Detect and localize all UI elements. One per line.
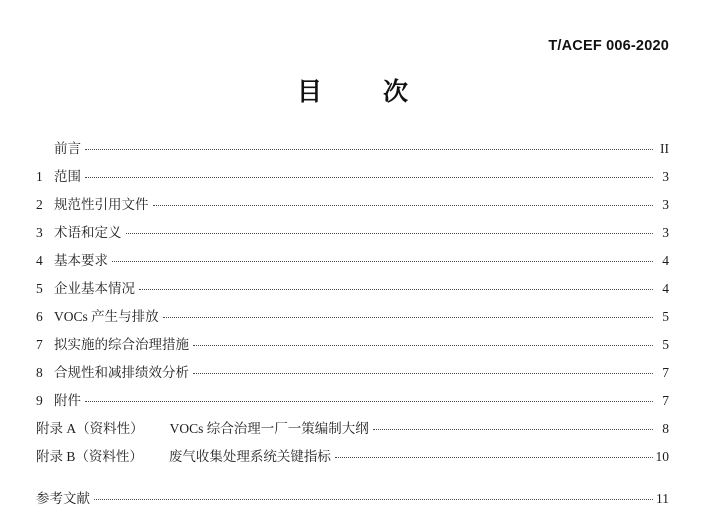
toc-entry[interactable] xyxy=(36,226,669,254)
toc-annex-label: 附录 A（资料性） xyxy=(36,421,144,436)
toc-annex-title: 废气收集处理系统关键指标 xyxy=(168,449,331,464)
toc-leader-dots xyxy=(335,457,653,458)
toc-leader-dots xyxy=(126,233,654,234)
toc-entry-number: 3 xyxy=(36,225,43,240)
toc-entry-page: 3 xyxy=(662,197,669,212)
toc-entry-label: VOCs 产生与排放 xyxy=(54,309,159,324)
toc-leader-dots xyxy=(94,499,653,500)
toc-entry-number: 6 xyxy=(36,309,43,324)
toc-leader-dots xyxy=(85,177,653,178)
toc-entry-label: 前言 xyxy=(54,141,81,156)
toc-entry-label: 术语和定义 xyxy=(54,225,122,240)
toc-entry-page: 4 xyxy=(662,253,669,268)
toc-entry-annex[interactable] xyxy=(36,450,669,478)
toc-leader-dots xyxy=(373,429,653,430)
toc-leader-dots xyxy=(139,289,653,290)
toc-entry-label: 规范性引用文件 xyxy=(54,197,149,212)
toc-annex-label: 附录 B（资料性） xyxy=(36,449,143,464)
toc-entry-annex[interactable] xyxy=(36,422,669,450)
toc-entry-number: 7 xyxy=(36,337,43,352)
toc-entry-label: 参考文献 xyxy=(36,491,90,506)
toc-leader-dots xyxy=(193,373,653,374)
toc-entry[interactable] xyxy=(36,338,669,366)
toc-entry-label: 附件 xyxy=(54,393,81,408)
toc-entry-page: II xyxy=(660,141,669,156)
toc-entry[interactable] xyxy=(36,394,669,422)
toc-entry[interactable] xyxy=(36,170,669,198)
toc-entry[interactable] xyxy=(36,254,669,282)
toc-leader-dots xyxy=(85,149,653,150)
toc-entry-page: 10 xyxy=(655,449,669,464)
toc-entry-number: 2 xyxy=(36,197,43,212)
table-of-contents xyxy=(36,142,669,520)
page-title: 目 次 xyxy=(296,79,426,106)
toc-entry[interactable] xyxy=(36,492,669,520)
toc-entry-number: 4 xyxy=(36,253,43,268)
toc-entry-page: 7 xyxy=(662,393,669,408)
toc-entry-label: 基本要求 xyxy=(54,253,108,268)
toc-entry-page: 3 xyxy=(662,169,669,184)
toc-entry[interactable] xyxy=(36,198,669,226)
toc-leader-dots xyxy=(85,401,653,402)
toc-entry[interactable] xyxy=(36,142,669,170)
toc-leader-dots xyxy=(112,261,653,262)
toc-entry-label: 合规性和减排绩效分析 xyxy=(54,365,189,380)
toc-annex-title: VOCs 综合治理一厂一策编制大纲 xyxy=(169,421,369,436)
toc-entry-page: 4 xyxy=(662,281,669,296)
toc-entry-label: 范围 xyxy=(54,169,81,184)
toc-entry-label: 企业基本情况 xyxy=(54,281,135,296)
toc-entry[interactable] xyxy=(36,282,669,310)
toc-entry-number: 1 xyxy=(36,169,43,184)
toc-entry-page: 5 xyxy=(662,309,669,324)
toc-leader-dots xyxy=(163,317,653,318)
toc-entry-page: 8 xyxy=(662,421,669,436)
toc-entry-number: 5 xyxy=(36,281,43,296)
toc-entry-page: 3 xyxy=(662,225,669,240)
toc-entry-number: 9 xyxy=(36,393,43,408)
toc-entry-page: 7 xyxy=(662,365,669,380)
toc-entry-page: 11 xyxy=(656,491,669,506)
toc-leader-dots xyxy=(193,345,653,346)
toc-entry[interactable] xyxy=(36,366,669,394)
toc-entry-label: 拟实施的综合治理措施 xyxy=(54,337,189,352)
toc-entry-number: 8 xyxy=(36,365,43,380)
toc-entry-page: 5 xyxy=(662,337,669,352)
standard-code: T/ACEF 006-2020 xyxy=(548,38,669,54)
toc-leader-dots xyxy=(153,205,654,206)
toc-entry[interactable] xyxy=(36,310,669,338)
